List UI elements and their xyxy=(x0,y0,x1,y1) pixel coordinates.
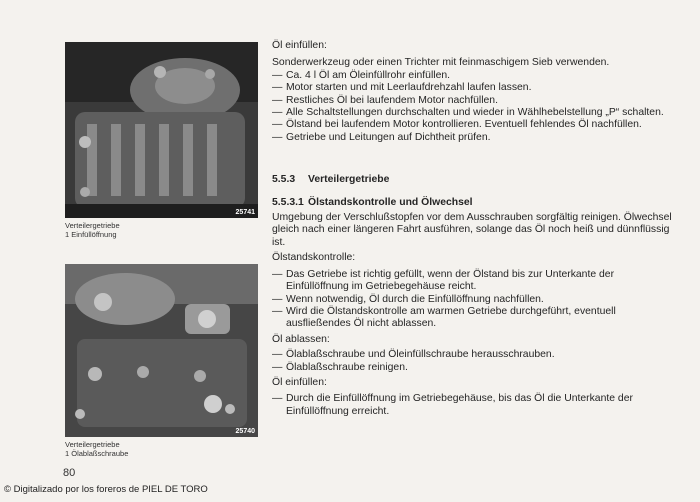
fill2-heading: Öl einfüllen: xyxy=(272,376,327,388)
list-item: — Motor starten und mit Leerlaufdrehzahl laufen lassen. xyxy=(272,82,532,94)
list-item: — Wird die Ölstandskontrolle am warmen Getriebe durchgeführt, eventuell ausfließendes Öl nicht ablassen. xyxy=(272,305,616,330)
list-item: — Ölablaßschraube reinigen. xyxy=(272,361,408,373)
section-heading: 5.5.3 Verteilergetriebe xyxy=(272,174,390,186)
figure-2-caption xyxy=(65,440,128,458)
page-number: 80 xyxy=(63,467,76,479)
list-item: — Das Getriebe ist richtig gefüllt, wenn der Ölstand bis zur Unterkante der Einfüllöffnung im Getriebegehäuse reicht. xyxy=(272,268,615,293)
figure-2-photo xyxy=(65,264,258,437)
intro-paragraph: Umgebung der Verschlußstopfen vor dem Ausschrauben sorgfältig reinigen. Ölwechsel gleich nach einer längeren Fahrt ausführen, solange das Öl noch heiß und dünnflüssig ist. xyxy=(272,212,672,248)
figure-2-caption-item: 1 Ölablaßschraube xyxy=(65,449,129,458)
fill2-steps xyxy=(272,393,672,418)
fill1-steps xyxy=(272,70,672,144)
list-item: — Ölstand bei laufendem Motor kontrollieren. Eventuell fehlendes Öl nachfüllen. xyxy=(272,119,642,131)
figure-1-number: 25741 xyxy=(235,209,255,216)
body-text xyxy=(272,40,672,418)
list-item: — Alle Schaltstellungen durchschalten und wieder in Wählhebelstellung „P“ schalten. xyxy=(272,107,664,119)
gearbox-filler-photo xyxy=(65,42,258,218)
list-item: — Durch die Einfüllöffnung im Getriebegehäuse, bis das Öl die Unterkante der Einfüllöffnung erreicht. xyxy=(272,393,633,417)
figure-1-caption-title: Verteilergetriebe xyxy=(65,221,120,230)
fill1-heading: Öl einfüllen: xyxy=(272,40,327,51)
list-item: — Ca. 4 l Öl am Öleinfüllrohr einfüllen. xyxy=(272,69,451,81)
check-heading: Ölstandskontrolle: xyxy=(272,252,356,264)
figure-2-caption-title: Verteilergetriebe xyxy=(65,440,120,449)
list-item: — Wenn notwendig, Öl durch die Einfüllöffnung nachfüllen. xyxy=(272,293,544,305)
credit-footer: © Digitalizado por los foreros de PIEL DE TORO xyxy=(4,484,208,495)
list-item: — Getriebe und Leitungen auf Dichtheit prüfen. xyxy=(272,131,491,143)
list-item: — Ölablaßschraube und Öleinfüllschraube herausschrauben. xyxy=(272,349,555,361)
figure-1-caption-item: 1 Einfüllöffnung xyxy=(65,230,117,239)
figure-1-photo xyxy=(65,42,258,218)
drain-steps xyxy=(272,349,672,374)
drain-heading: Öl ablassen: xyxy=(272,333,330,345)
check-steps xyxy=(272,269,672,331)
gearbox-drain-photo xyxy=(65,264,258,437)
figure-2-number: 25740 xyxy=(235,428,255,435)
list-item: — Restliches Öl bei laufendem Motor nachfüllen. xyxy=(272,94,498,106)
figure-1-caption xyxy=(65,221,120,239)
fill1-intro: Sonderwerkzeug oder einen Trichter mit feinmaschigem Sieb verwenden. xyxy=(272,57,610,69)
subsection-heading: 5.5.3.1 Ölstandskontrolle und Ölwechsel xyxy=(272,196,473,208)
